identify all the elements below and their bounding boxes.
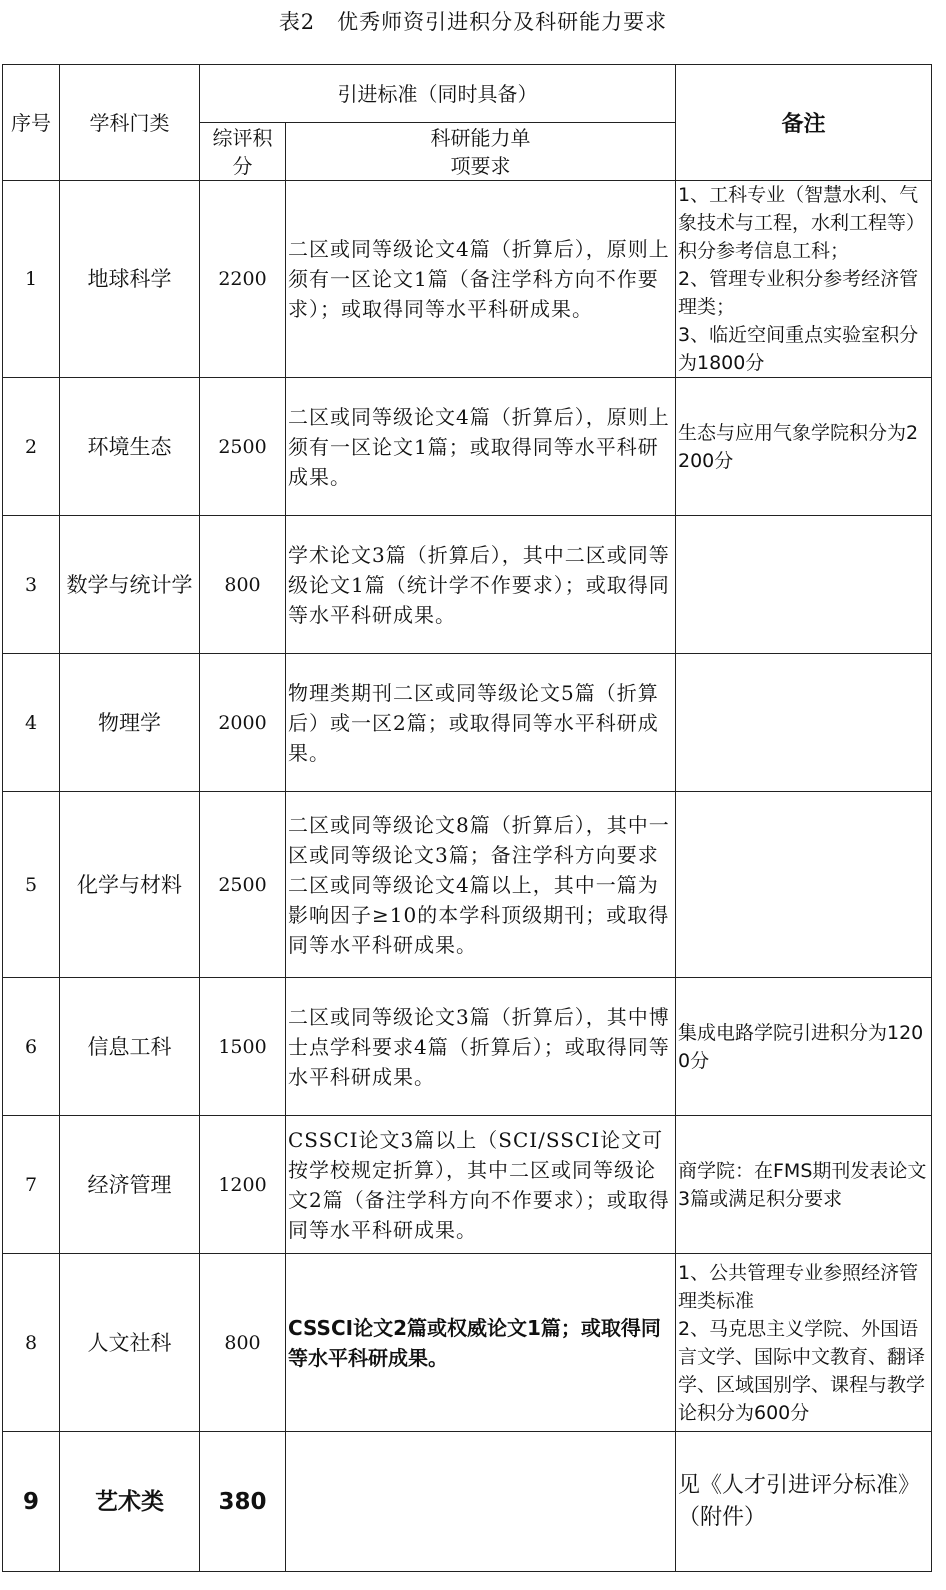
header-research: 科研能力单项要求 <box>286 123 676 181</box>
header-category: 学科门类 <box>60 65 200 181</box>
row-requirement: 二区或同等级论文4篇（折算后），原则上须有一区论文1篇（备注学科方向不作要求）；或取得同等水平科研成果。 <box>286 181 676 378</box>
note-line: 见《人才引进评分标准》（附件） <box>678 1472 921 1530</box>
row-category: 艺术类 <box>60 1432 200 1572</box>
row-seq: 8 <box>3 1254 60 1432</box>
header-standard: 引进标准（同时具备） <box>200 65 676 123</box>
row-seq: 9 <box>3 1432 60 1572</box>
header-score: 综评积分 <box>200 123 286 181</box>
note-line: 1、公共管理专业参照经济管理类标准 <box>678 1261 919 1312</box>
table-row <box>3 654 932 792</box>
row-note <box>676 1432 932 1572</box>
row-category: 数学与统计学 <box>60 516 200 654</box>
row-requirement: 二区或同等级论文8篇（折算后），其中一区或同等级论文3篇；备注学科方向要求二区或同等级论文4篇以上，其中一篇为影响因子≥10的本学科顶级期刊；或取得同等水平科研成果。 <box>286 792 676 978</box>
row-requirement: 物理类期刊二区或同等级论文5篇（折算后）或一区2篇；或取得同等水平科研成果。 <box>286 654 676 792</box>
header-row-1 <box>3 65 932 123</box>
row-requirement: CSSCI论文2篇或权威论文1篇；或取得同等水平科研成果。 <box>286 1254 676 1432</box>
row-score: 2500 <box>200 792 286 978</box>
row-note <box>676 792 932 978</box>
row-category: 地球科学 <box>60 181 200 378</box>
row-note <box>676 378 932 516</box>
row-score: 2200 <box>200 181 286 378</box>
row-requirement: 二区或同等级论文3篇（折算后），其中博士点学科要求4篇（折算后）；或取得同等水平科研成果。 <box>286 978 676 1116</box>
row-requirement: 学术论文3篇（折算后），其中二区或同等级论文1篇（统计学不作要求）；或取得同等水平科研成果。 <box>286 516 676 654</box>
row-note <box>676 1254 932 1432</box>
row-category: 信息工科 <box>60 978 200 1116</box>
row-requirement <box>286 1432 676 1572</box>
row-requirement: CSSCI论文3篇以上（SCI/SSCI论文可按学校规定折算），其中二区或同等级论文2篇（备注学科方向不作要求）；或取得同等水平科研成果。 <box>286 1116 676 1254</box>
row-seq: 2 <box>3 378 60 516</box>
row-category: 环境生态 <box>60 378 200 516</box>
row-score: 800 <box>200 1254 286 1432</box>
note-line: 2、管理专业积分参考经济管理类； <box>678 268 919 318</box>
note-line: 3、临近空间重点实验室积分为1800分 <box>678 324 919 374</box>
row-category: 人文社科 <box>60 1254 200 1432</box>
note-line: 商学院：在FMS期刊发表论文3篇或满足积分要求 <box>678 1159 927 1210</box>
table-row <box>3 181 932 378</box>
note-line: 集成电路学院引进积分为1200分 <box>678 1021 924 1072</box>
row-score: 2000 <box>200 654 286 792</box>
row-note <box>676 978 932 1116</box>
note-line: 1、工科专业（智慧水利、气象技术与工程，水利工程等）积分参考信息工科； <box>678 184 926 262</box>
row-category: 化学与材料 <box>60 792 200 978</box>
table-row <box>3 516 932 654</box>
header-note: 备注 <box>676 65 932 181</box>
row-requirement: 二区或同等级论文4篇（折算后），原则上须有一区论文1篇；或取得同等水平科研成果。 <box>286 378 676 516</box>
row-note <box>676 516 932 654</box>
table-row <box>3 978 932 1116</box>
table-row <box>3 792 932 978</box>
row-note <box>676 181 932 378</box>
row-category: 物理学 <box>60 654 200 792</box>
table-row <box>3 1116 932 1254</box>
table-row <box>3 378 932 516</box>
note-line: 生态与应用气象学院积分为2200分 <box>678 421 919 472</box>
row-seq: 4 <box>3 654 60 792</box>
row-score: 1200 <box>200 1116 286 1254</box>
row-seq: 6 <box>3 978 60 1116</box>
row-score: 2500 <box>200 378 286 516</box>
row-note <box>676 1116 932 1254</box>
row-score: 380 <box>200 1432 286 1572</box>
page-title: 表2 优秀师资引进积分及科研能力要求 <box>278 10 668 34</box>
row-score: 800 <box>200 516 286 654</box>
requirements-table <box>2 64 932 1572</box>
table-row <box>3 1432 932 1572</box>
row-score: 1500 <box>200 978 286 1116</box>
row-seq: 5 <box>3 792 60 978</box>
row-note <box>676 654 932 792</box>
row-category: 经济管理 <box>60 1116 200 1254</box>
note-line: 2、马克思主义学院、外国语言文学、国际中文教育、翻译学、区域国别学、课程与教学论积分为600分 <box>678 1317 926 1424</box>
table-row <box>3 1254 932 1432</box>
header-seq: 序号 <box>3 65 60 181</box>
row-seq: 7 <box>3 1116 60 1254</box>
row-seq: 1 <box>3 181 60 378</box>
row-seq: 3 <box>3 516 60 654</box>
